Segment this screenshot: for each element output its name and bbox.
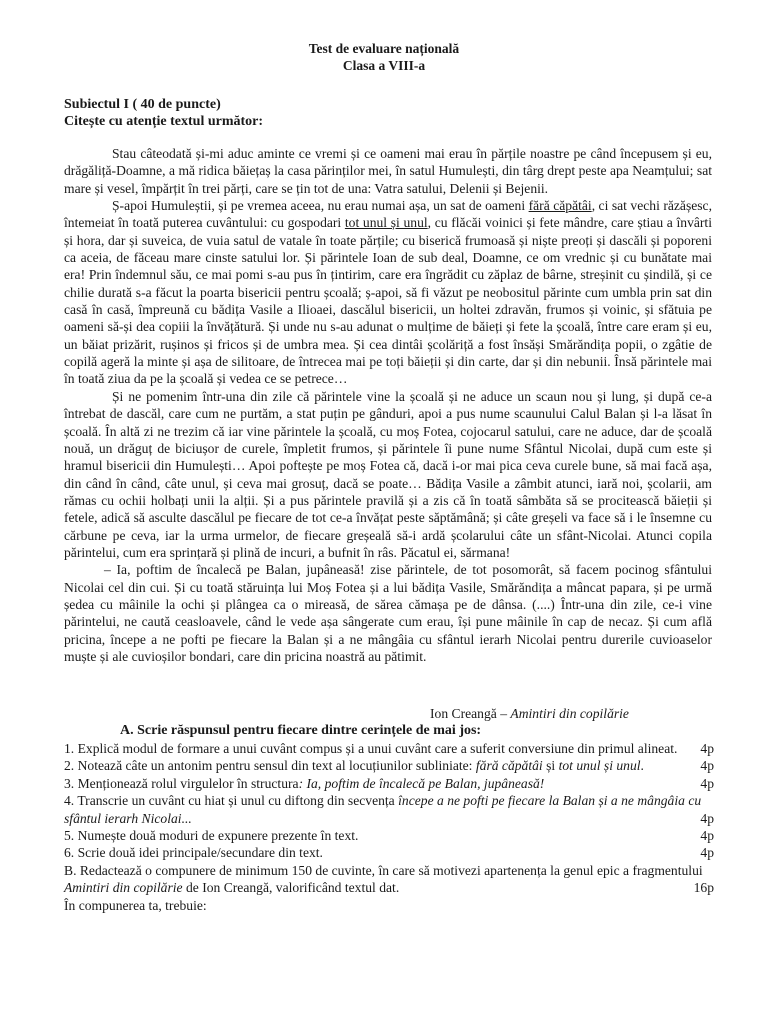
section-a-title: A. Scrie răspunsul pentru fiecare dintre cerințele de mai jos: [120,723,482,738]
passage-paragraph-2: Ș-apoi Humuleștii, și pe vremea aceea, nu erau numai așa, un sat de oameni fără căpătâi, ci sat vechi răzășesc, întemeiat în toată puterea cuvântului: cu gospodari tot unul și unul, cu flăcăi voinici și fete mândre, care știau a învârti și hora, dar și suveica, de vuia satul de vatale în toate părțile; cu biserică frumoasă și niște preoți și dascăli și poporeni ca aceia, de făceau mare cinste satului lor. Și părintele Ioan de sub deal, Doamne, ce om vrednic și cu bunătate mai era! Prin îndemnul său, ce mai pomi s-au pus în țintirim, care era îngrădit cu zăplaz de bârne, streșinit cu șindilă, și ce chilie durată s-a făcut la poarta bisericii pentru școală; ș-apoi, să fi văzut pe neobositul părinte cum umbla prin sat din casă în casă, împreună cu bădița Vasile a Ilioaei, dascălul bisericii, un holtei zdravăn, frumos și voinic, și sfătuia pe oameni să-și dea copiii la învățătură. Și unde nu s-au adunat o mulțime de băieți și fete la școală, între care eram și eu, un băiat prizărit, rușinos și fricos și de umbra mea. Și cea dintâi școlăriță a fost însăși Smărăndița popii, o zgâtie de copilă ageră la minte și așa de silitoare, de întrecea mai pe toți băieții și din carte, dar și din nebunii. Însă părintele mai în toată ziua da pe la școală și vedea ce se petrece… [64,198,712,387]
task-points: 16p [693,880,714,896]
document-title: Test de evaluare națională [308,41,460,56]
task-points: 4p [700,810,714,826]
subject-title: Subiectul I ( 40 de puncte) [64,97,221,112]
document-grade: Clasa a VIII-a [342,58,426,73]
task-3: 3. Menționează rolul virgulelor în structura: Ia, poftim de încalecă pe Balan, jupâneasă! 4p [64,775,714,791]
task-points: 4p [700,845,714,861]
task-list [64,740,714,914]
underlined-phrase-2: tot unul și unul [344,215,428,231]
passage-paragraph-4: – Ia, poftim de încalecă pe Balan, jupâneasă! zise părintele, de tot posomorât, să facem pocinog sfântului Nicolai cel din cui. Și cu toată stăruința lui Moș Fotea și a lui bădița Vasile, Smărăndița a mâncat papara, și pe urmă ședea cu mâinile la ochi și plângea ca o mireasă, de sărea cămașa pe de dânsa. (....) Într-una din zile, ce-i vine părintelui, ne caută ceasloavele, când le vede așa sângerate cum erau, își pune mâinile în cap de necaz. Și cum află pricina, începe a ne pofti pe fiecare la Balan și a ne mângâia cu sfântul ierarh Nicolai pentru durerile cuvioaselor muște și ale cuvioșilor bondari, care din pricina noastră au pătimit. [64,562,712,664]
section-b-task: B. Redactează o compunere de minimum 150 de cuvinte, în care să motivezi apartenența la genul epic a fragmentului Amintiri din copilărie de Ion Creangă, valorificând textul dat. 16p [64,862,714,896]
task-points: 4p [700,775,714,791]
task-points: 4p [700,828,714,844]
section-b-footer: În compunerea ta, trebuie: [64,897,207,913]
task-points: 4p [700,741,714,756]
passage-paragraph-1: Stau câteodată și-mi aduc aminte ce vremi și ce oameni mai erau în părțile noastre pe când începusem și eu, drăgăliță-Doamne, a mă ridica băiețaș la casa părinților mei, în satul Humulești, din târg drept peste apa Neamțului; sat mare și vesel, împărțit în trei părți, care se țin tot de una: Vatra satului, Delenii și Bejenii. [64,146,712,196]
underlined-phrase-1: fără căpătâi [528,198,592,214]
source-credit: Ion Creangă – Amintiri din copilărie [430,706,629,721]
task-2: 2. Notează câte un antonim pentru sensul din text al locuțiunilor subliniate: fără căpătâi și tot unul și unul. 4p [64,758,714,774]
passage-paragraph-3: Și ne pomenim într-una din zile că părintele vine la școală și ne aduce un scaun nou și lung, și după ce-a întrebat de dascăl, care cum ne purtăm, a stat puțin pe gânduri, apoi a pus nume scaunului Calul Balan și l-a lăsat în școală. În altă zi ne trezim că iar vine părintele la școală, cu moș Fotea, cojocarul satului, care ne aduce, dar de școală nouă, un drăguț de biciușor de curele, împletit frumos, și părintele îi pune nume Sfântul Nicolai, după cum este și hramul bisericii din Humulești… Apoi poftește pe moș Fotea că, dacă i-or mai pica ceva curele bune, să mai facă așa, din când în când, câte unul, și ceva mai grosuț, dacă se poate… Bădița Vasile a zâmbit atunci, iară noi, școlarii, am rămas cu ochii holbați unii la alții. Și a pus părintele pravilă și a zis că în toată sâmbăta să se procitească băieții și fetele, adică să asculte dascălul pe fiecare de tot ce-a învățat peste săptămână; și câte greșeli va face să i le însemne cu cărbune pe ceva, iar la urma urmelor, de fiecare greșeală să-i ardă școlarului câte un sfânt-Nicolai. Atunci copila părintelui, cum era sprințară și plină de incuri, a bufnit în râs. Păcatul ei, sărmana! [64,388,712,560]
task-points: 4p [700,758,714,774]
task-6: 6. Scrie două idei principale/secundare din text. 4p [64,845,714,861]
subject-instruction: Citește cu atenție textul următor: [64,114,264,129]
task-5: 5. Numește două moduri de expunere prezente în text. 4p [64,828,714,844]
task-1: 1. Explică modul de formare a unui cuvânt compus și a unui cuvânt care a suferit conversiune din primul alineat. 4p [64,741,714,756]
reading-passage [64,145,712,665]
task-4: 4. Transcrie un cuvânt cu hiat și unul cu diftong din secvența începe a ne pofti pe fiecare la Balan și a ne mângâia cu sfântul ierarh Nicolai... 4p [64,793,714,826]
